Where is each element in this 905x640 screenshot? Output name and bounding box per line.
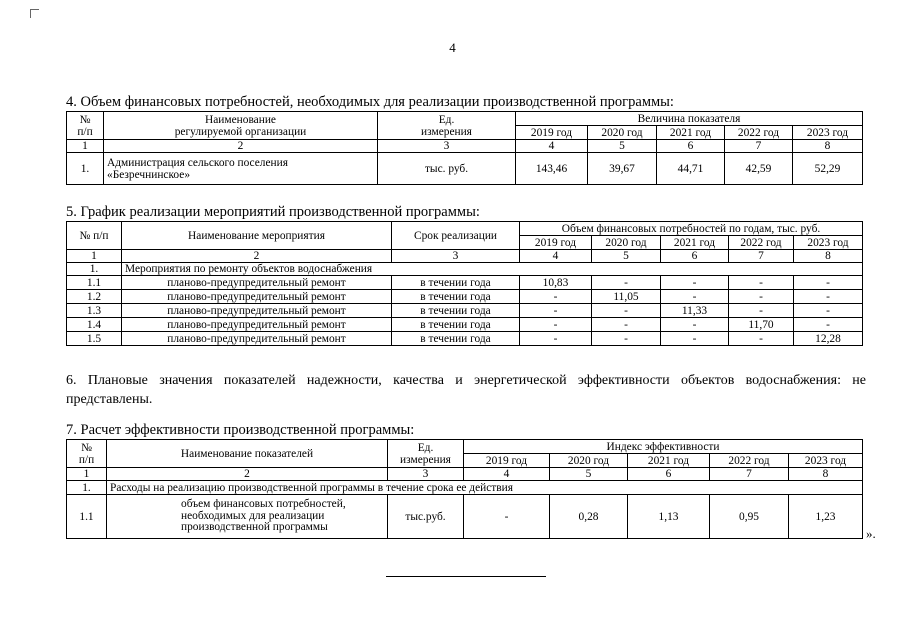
group-row: 1. Расходы на реализацию производственной программы в течение срока ее действия xyxy=(67,481,863,495)
separator-line xyxy=(386,576,546,577)
page-number: 4 xyxy=(449,40,456,55)
header-year: 2023 год xyxy=(794,236,863,250)
column-index-row: 1 2 3 4 5 6 7 8 xyxy=(67,468,863,481)
table-row: 1.1 объем финансовых потребностей, необходимых для реализации производственной программы тыс.руб. - 0,28 1,13 0,95 1,23 xyxy=(67,495,863,539)
row-unit: тыс. руб. xyxy=(378,153,516,185)
financial-needs-table xyxy=(66,111,863,185)
table-row xyxy=(67,153,863,185)
header-year: 2019 год xyxy=(464,454,550,468)
group-row: 1. Мероприятия по ремонту объектов водоснабжения xyxy=(67,263,863,276)
section6-text: 6. Плановые значения показателей надежности, качества и энергетической эффективности объектов водоснабжения: не представлены. xyxy=(66,373,866,407)
header-period: Срок реализации xyxy=(392,222,520,250)
header-indicator-name: Наименование показателей xyxy=(107,440,388,468)
header-num: № п/п xyxy=(67,440,107,468)
value-cell: 52,29 xyxy=(793,153,863,185)
table-row: 1.1 планово-предупредительный ремонт в течении года 10,83 - - - - xyxy=(67,276,863,290)
efficiency-table xyxy=(66,439,863,539)
header-num: № п/п xyxy=(67,222,122,250)
table-row: 1.4 планово-предупредительный ремонт в течении года - - - 11,70 - xyxy=(67,318,863,332)
closing-quote-mark: ». xyxy=(866,526,876,541)
header-year: 2019 год xyxy=(516,126,588,140)
header-year: 2019 год xyxy=(520,236,592,250)
header-indicator-value: Величина показателя xyxy=(516,112,863,126)
header-year: 2023 год xyxy=(789,454,863,468)
corner-mark xyxy=(30,9,39,18)
section5-title: 5. График реализации мероприятий производственной программы: xyxy=(66,204,480,220)
value-cell: 39,67 xyxy=(588,153,657,185)
header-year: 2021 год xyxy=(628,454,710,468)
column-index-row: 1 2 3 4 5 6 7 8 xyxy=(67,140,863,153)
header-efficiency-index: Индекс эффективности xyxy=(464,440,863,454)
section7-title: 7. Расчет эффективности производственной программы: xyxy=(66,422,415,438)
header-unit: Ед. измерения xyxy=(378,112,516,140)
column-index-row: 1 2 3 4 5 6 7 8 xyxy=(67,250,863,263)
row-num: 1. xyxy=(67,153,104,185)
header-organization: Наименование регулируемой организации xyxy=(104,112,378,140)
value-cell: 42,59 xyxy=(725,153,793,185)
header-year: 2022 год xyxy=(725,126,793,140)
table-row: 1.2 планово-предупредительный ремонт в течении года - 11,05 - - - xyxy=(67,290,863,304)
header-year: 2020 год xyxy=(588,126,657,140)
header-year: 2020 год xyxy=(550,454,628,468)
header-year: 2020 год xyxy=(592,236,661,250)
header-year: 2021 год xyxy=(661,236,729,250)
header-unit: Ед. измерения xyxy=(388,440,464,468)
header-num: № п/п xyxy=(67,112,104,140)
organization-name: Администрация сельского поселения «Безречнинское» xyxy=(104,153,378,185)
table-row: 1.5 планово-предупредительный ремонт в течении года - - - - 12,28 xyxy=(67,332,863,346)
header-year: 2021 год xyxy=(657,126,725,140)
section4-title: 4. Объем финансовых потребностей, необходимых для реализации производственной программы: xyxy=(66,94,674,110)
header-year: 2022 год xyxy=(710,454,789,468)
header-activity: Наименование мероприятия xyxy=(122,222,392,250)
header-financial-needs: Объем финансовых потребностей по годам, тыс. руб. xyxy=(520,222,863,236)
indicator-name: объем финансовых потребностей, необходимых для реализации производственной программы xyxy=(107,495,388,539)
schedule-table xyxy=(66,221,863,346)
value-cell: 44,71 xyxy=(657,153,725,185)
header-year: 2022 год xyxy=(729,236,794,250)
header-year: 2023 год xyxy=(793,126,863,140)
value-cell: 143,46 xyxy=(516,153,588,185)
table-row: 1.3 планово-предупредительный ремонт в течении года - - 11,33 - - xyxy=(67,304,863,318)
